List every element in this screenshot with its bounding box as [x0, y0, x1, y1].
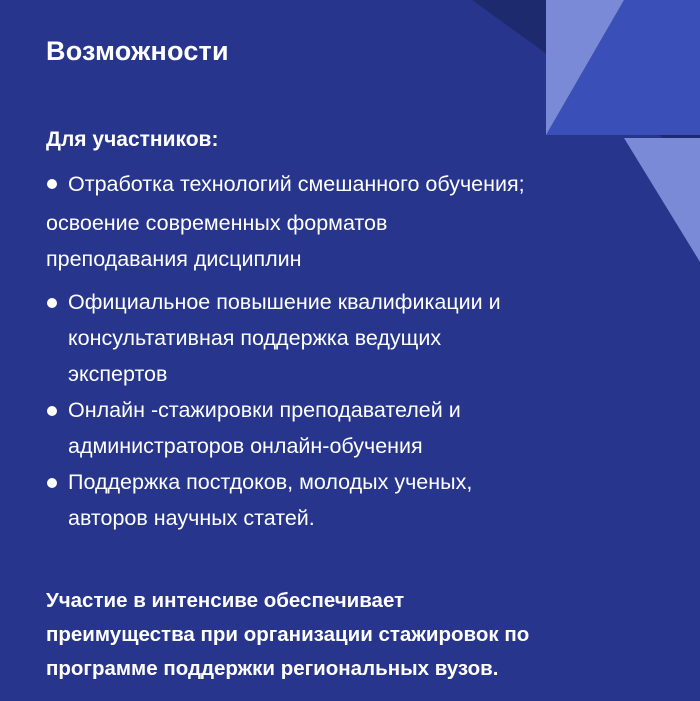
list-item	[68, 166, 525, 202]
list-item	[68, 284, 501, 392]
list-item-text: администраторов онлайн-обучения	[68, 434, 423, 458]
list-item	[68, 464, 472, 536]
list-item-text: освоение современных форматов	[46, 211, 388, 235]
footer-note	[46, 584, 529, 686]
list-item-text: Отработка технологий смешанного обучения;	[68, 172, 525, 196]
light-triangle-upper	[546, 0, 624, 135]
dark-triangle-top	[472, 0, 700, 165]
bullet-icon	[47, 179, 57, 189]
list-item-text: преподавания дисциплин	[46, 247, 302, 271]
list-item	[68, 392, 461, 464]
list-item-text: авторов научных статей.	[68, 506, 315, 530]
list-item-text: консультативная поддержка ведущих	[68, 326, 442, 350]
mid-triangle	[546, 0, 700, 135]
footer-line: преимущества при организации стажировок по	[46, 623, 530, 646]
list-item	[46, 205, 387, 277]
list-item-text: Поддержка постдоков, молодых ученых,	[68, 470, 473, 494]
list-item-text: Официальное повышение квалификации и	[68, 290, 501, 314]
bullet-icon	[47, 298, 57, 308]
list-item-text: Онлайн -стажировки преподавателей и	[68, 398, 461, 422]
footer-line: программе поддержки региональных вузов.	[46, 657, 499, 680]
footer-line: Участие в интенсиве обеспечивает	[46, 589, 405, 612]
bullet-icon	[47, 478, 57, 488]
participants-heading: Для участников:	[46, 128, 219, 151]
page-title: Возможности	[46, 36, 229, 66]
list-item-text: экспертов	[68, 362, 168, 386]
bullet-icon	[47, 406, 57, 416]
light-triangle-lower	[624, 138, 700, 262]
